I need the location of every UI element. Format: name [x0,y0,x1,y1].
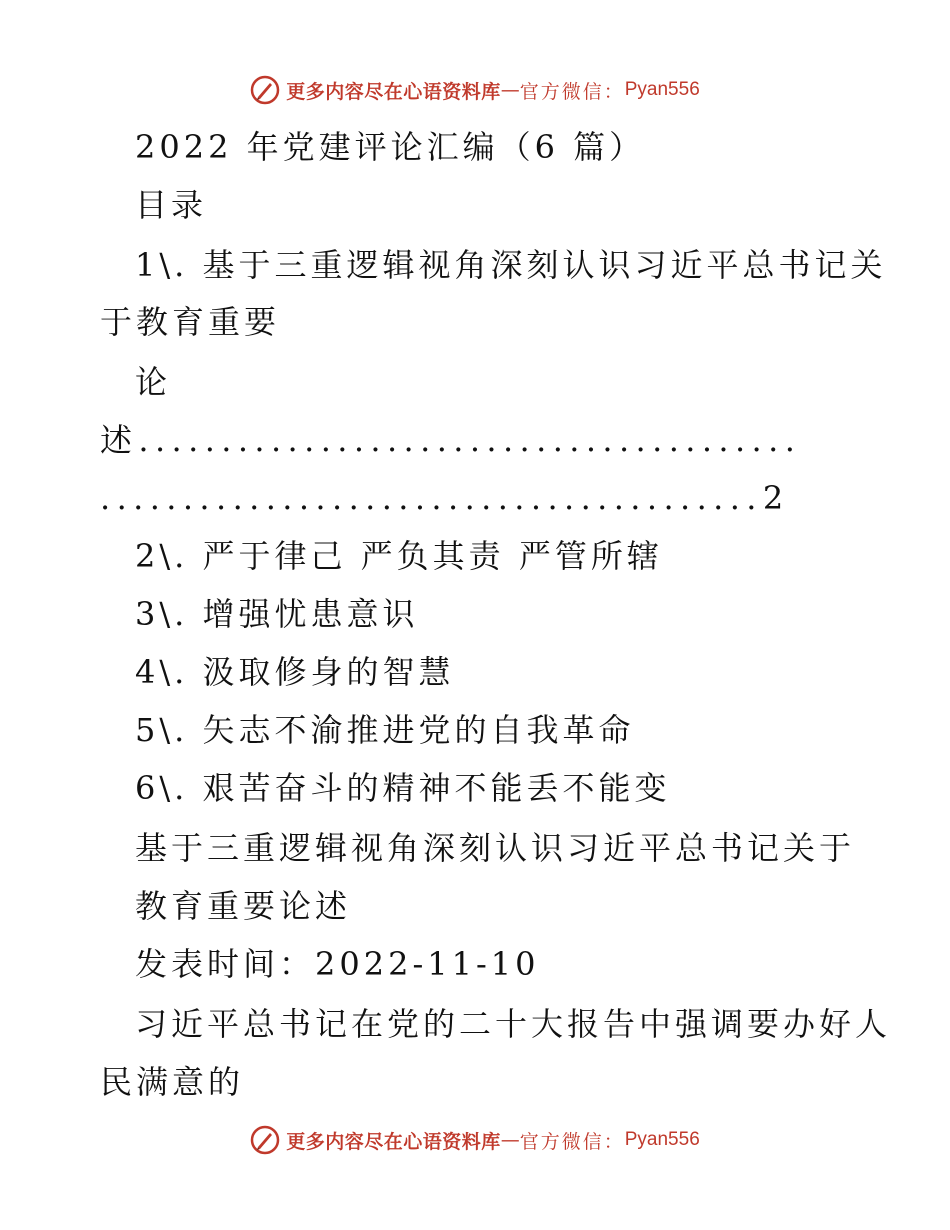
toc-item-1-cont[interactable]: 于教育重要 [100,303,281,341]
watermark-wechat-id: Pyan556 [624,1129,700,1150]
watermark-sub-text: 官方微信： [519,1130,625,1153]
toc-item-1-page[interactable]: ........................................2 [100,479,790,517]
watermark-main-text: 更多内容尽在心语资料库 [286,1130,501,1153]
watermark-main-text: 更多内容尽在心语资料库 [286,80,501,103]
toc-heading: 目录 [135,186,208,224]
toc-item-1[interactable]: 1\. 基于三重逻辑视角深刻认识习近平总书记关 [135,246,887,284]
toc-item-1-cont[interactable]: 论 [135,363,172,401]
watermark-separator: — [500,1129,520,1151]
quill-seal-icon [250,75,280,105]
article-title-cont: 教育重要论述 [135,887,352,925]
watermark-sub-text: 官方微信： [519,80,625,103]
toc-item-6[interactable]: 6\. 艰苦奋斗的精神不能丢不能变 [135,769,671,807]
toc-item-3[interactable]: 3\. 增强忧患意识 [135,595,419,633]
footer-watermark [0,1120,950,1160]
watermark-wechat-id: Pyan556 [624,79,700,100]
body-paragraph: 习近平总书记在党的二十大报告中强调要办好人 [135,1005,892,1043]
header-watermark [0,70,950,110]
toc-item-5[interactable]: 5\. 矢志不渝推进党的自我革命 [135,711,635,749]
toc-item-4[interactable]: 4\. 汲取修身的智慧 [135,653,455,691]
toc-item-1-leader[interactable]: 述........................................ [100,421,802,459]
article-title: 基于三重逻辑视角深刻认识习近平总书记关于 [135,829,856,867]
watermark-separator: — [500,79,520,101]
body-paragraph-cont: 民满意的 [100,1063,245,1101]
toc-item-2[interactable]: 2\. 严于律己 严负其责 严管所辖 [135,537,663,575]
quill-seal-icon [250,1125,280,1155]
document-title: 2022 年党建评论汇编（6 篇） [135,128,646,166]
publish-date: 发表时间：2022-11-10 [135,945,540,983]
